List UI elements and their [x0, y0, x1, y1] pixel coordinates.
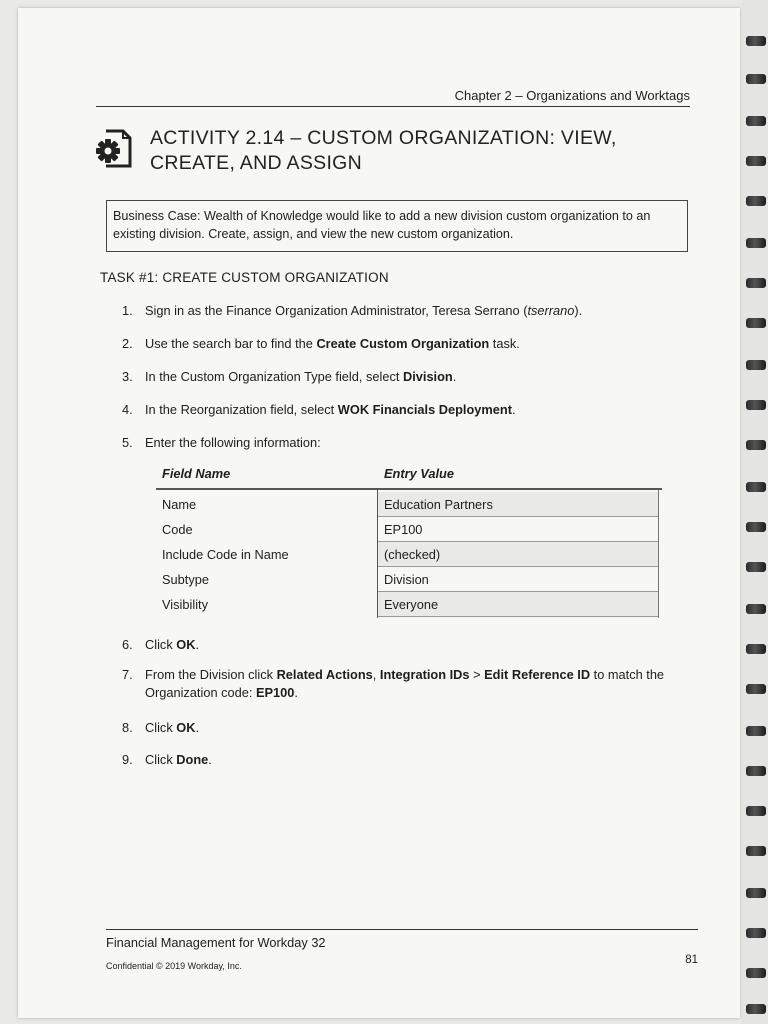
table-field-name: Visibility	[162, 597, 208, 612]
step-number: 9.	[122, 752, 133, 767]
step-number: 6.	[122, 637, 133, 652]
step-text: Click	[145, 720, 177, 735]
table-entry-value: (checked)	[384, 547, 441, 562]
table-field-name: Include Code in Name	[162, 547, 289, 562]
table-right-border	[658, 490, 659, 618]
step-text: >	[469, 667, 485, 682]
step-number: 5.	[122, 435, 133, 450]
step-text: .	[294, 685, 298, 700]
table-header-field: Field Name	[162, 466, 231, 481]
step-4	[122, 401, 702, 419]
step-bold-text: EP100	[255, 685, 295, 700]
step-number: 2.	[122, 336, 133, 351]
footer-title: Financial Management for Workday 32	[106, 935, 326, 950]
step-1	[122, 302, 702, 320]
title-line-1: ACTIVITY 2.14 – CUSTOM ORGANIZATION: VIEW,	[150, 127, 617, 149]
step-bold-text: WOK Financials Deployment	[337, 402, 512, 417]
step-text: From the Division click	[145, 667, 277, 682]
table-row	[156, 517, 658, 542]
footer-rule	[106, 929, 698, 930]
step-text: In the Custom Organization Type field, select	[145, 369, 403, 384]
table-entry-value: EP100	[384, 522, 423, 537]
step-text: .	[452, 369, 457, 384]
table-column-divider	[377, 490, 378, 618]
step-7	[122, 666, 702, 702]
step-number: 3.	[122, 369, 133, 384]
step-text: Click	[145, 637, 177, 652]
step-text: .	[512, 402, 516, 417]
table-row	[156, 542, 658, 567]
step-9	[122, 751, 702, 769]
gear-document-icon	[96, 128, 136, 172]
step-text: Sign in as the Finance Organization Administrator, Teresa Serrano (	[145, 303, 528, 318]
table-entry-value: Division	[384, 572, 429, 587]
step-text: ).	[574, 303, 583, 318]
step-number: 7.	[122, 667, 133, 682]
step-text: ,	[372, 667, 380, 682]
step-bold-text: Division	[402, 369, 453, 384]
step-bold-text: Edit Reference ID	[484, 667, 591, 682]
table-field-name: Name	[162, 497, 197, 512]
step-bold-text: OK	[176, 720, 196, 735]
step-3	[122, 368, 702, 386]
table-row	[156, 492, 658, 517]
table-row	[156, 592, 658, 617]
table-field-name: Subtype	[162, 572, 209, 587]
step-bold-text: OK	[176, 637, 196, 652]
step-number: 1.	[122, 303, 133, 318]
table-header-value: Entry Value	[384, 466, 454, 481]
table-row	[156, 567, 658, 592]
step-number: 8.	[122, 720, 133, 735]
step-8	[122, 719, 702, 737]
title-line-2: CREATE, AND ASSIGN	[150, 152, 363, 174]
step-bold-text: Create Custom Organization	[316, 336, 490, 351]
step-text: .	[208, 752, 212, 767]
page-number: 81	[685, 954, 698, 966]
step-bold-text: Related Actions	[276, 667, 373, 682]
step-6	[122, 636, 702, 654]
step-2	[122, 335, 702, 353]
step-username: tserrano	[527, 303, 575, 318]
step-text: to match the Organization code:	[145, 667, 665, 700]
table-entry-value: Education Partners	[384, 497, 493, 512]
footer-confidential: Confidential © 2019 Workday, Inc.	[106, 961, 242, 971]
running-header: Chapter 2 – Organizations and Worktags	[96, 88, 690, 107]
step-number: 4.	[122, 402, 133, 417]
table-header-rule	[156, 488, 662, 490]
step-text: .	[195, 637, 200, 652]
task-heading: TASK #1: CREATE CUSTOM ORGANIZATION	[100, 270, 389, 285]
step-text: Enter the following information:	[145, 435, 321, 450]
step-text: In the Reorganization field, select	[145, 402, 338, 417]
step-text: Use the search bar to find the	[145, 336, 317, 351]
step-bold-text: Integration IDs	[379, 667, 470, 682]
step-text: task.	[489, 336, 520, 351]
table-entry-value: Everyone	[384, 597, 439, 612]
step-bold-text: Done	[176, 752, 209, 767]
table-field-name: Code	[162, 522, 193, 537]
business-case-box: Business Case: Wealth of Knowledge would like to add a new division custom organization to an existing division. Create, assign, and view the new custom organization.	[106, 200, 688, 252]
activity-title	[150, 126, 710, 176]
spiral-binding	[742, 0, 768, 1024]
step-5	[122, 434, 702, 452]
step-text: .	[195, 720, 200, 735]
step-text: Click	[145, 752, 177, 767]
